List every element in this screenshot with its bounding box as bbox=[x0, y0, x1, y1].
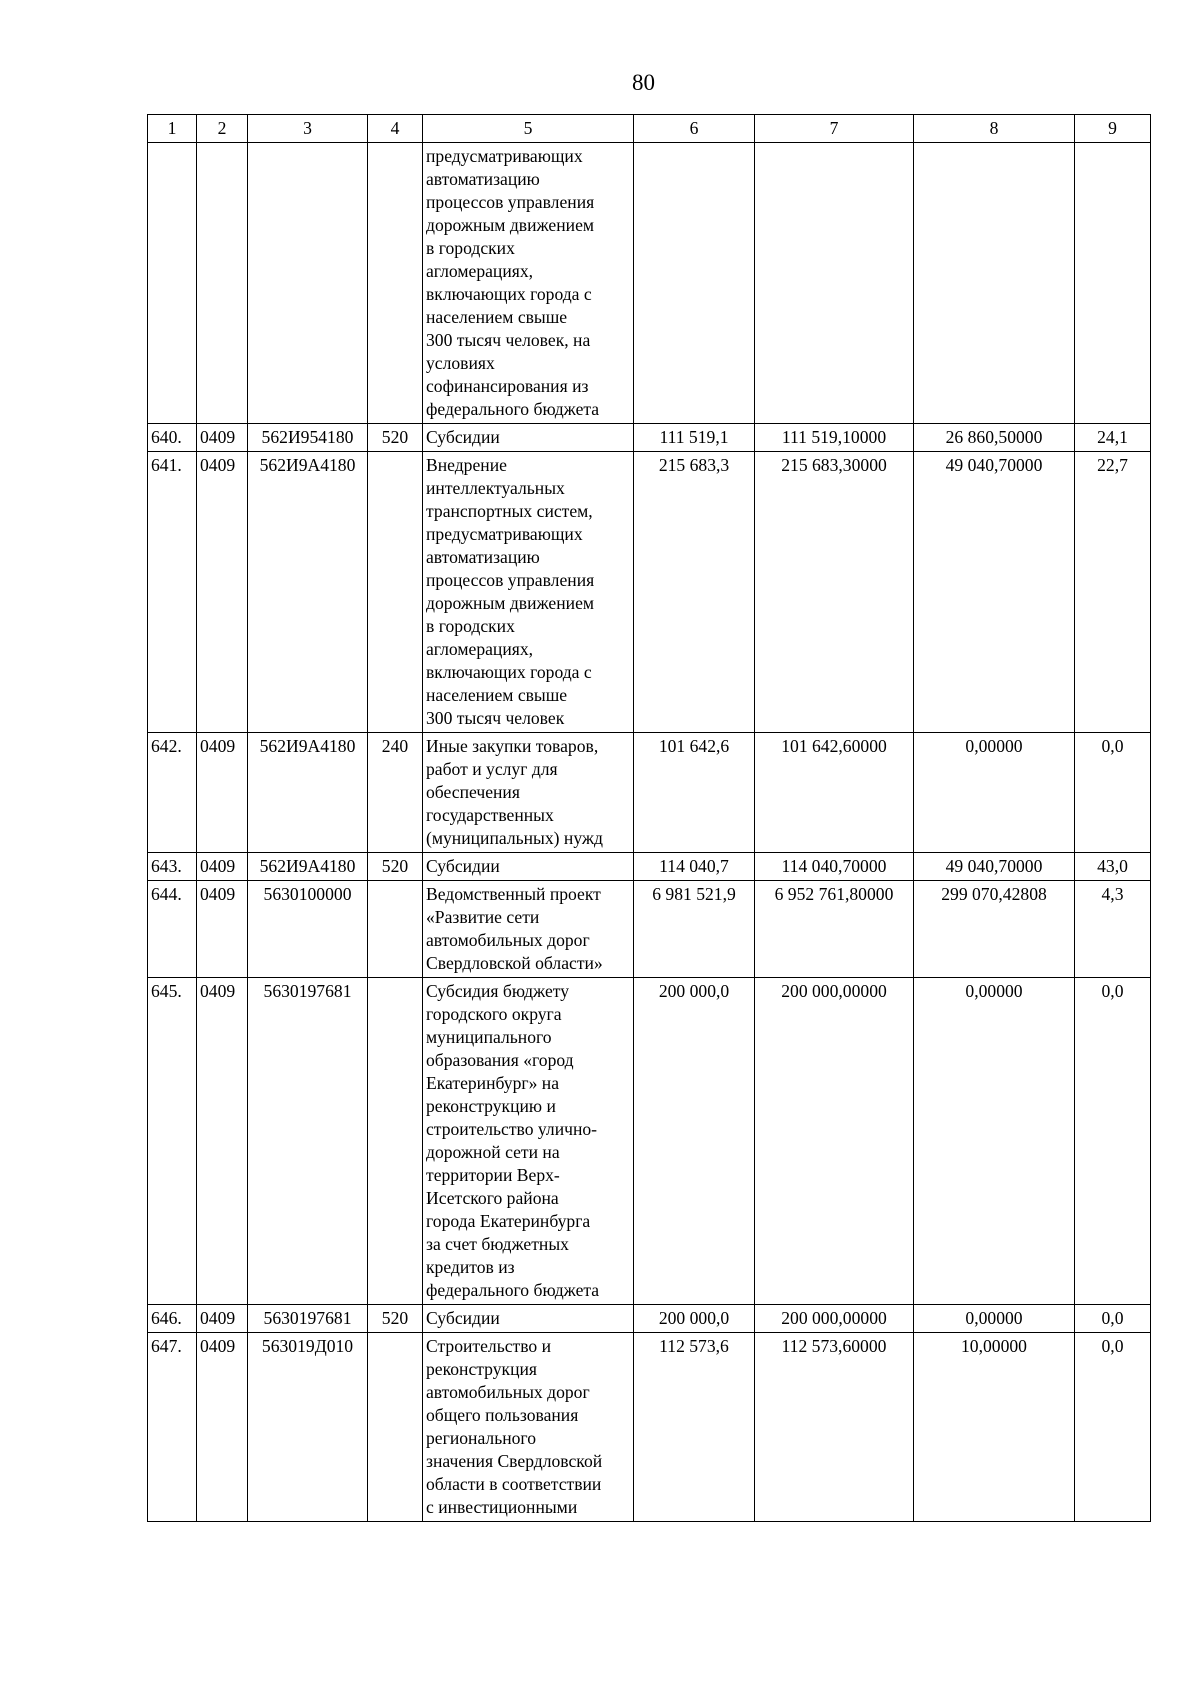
target-article-code: 563019Д010 bbox=[248, 1333, 368, 1522]
row-description: Субсидии bbox=[423, 1305, 634, 1333]
table-row bbox=[148, 1305, 1151, 1333]
row-description: Ведомственный проект «Развитие сети автомобильных дорог Свердловской области» bbox=[423, 881, 634, 978]
amount-col8 bbox=[914, 143, 1075, 424]
row-number bbox=[148, 143, 197, 424]
amount-col8: 49 040,70000 bbox=[914, 853, 1075, 881]
target-article-code: 5630197681 bbox=[248, 978, 368, 1305]
amount-col8: 0,00000 bbox=[914, 733, 1075, 853]
row-number: 644. bbox=[148, 881, 197, 978]
amount-col6: 101 642,6 bbox=[634, 733, 755, 853]
row-number: 641. bbox=[148, 452, 197, 733]
row-number: 643. bbox=[148, 853, 197, 881]
percent-col9: 24,1 bbox=[1075, 424, 1151, 452]
column-header-5: 5 bbox=[423, 115, 634, 143]
section-code: 0409 bbox=[197, 424, 248, 452]
percent-col9: 0,0 bbox=[1075, 978, 1151, 1305]
table-row bbox=[148, 143, 1151, 424]
amount-col8: 49 040,70000 bbox=[914, 452, 1075, 733]
row-number: 645. bbox=[148, 978, 197, 1305]
row-description: Внедрение интеллектуальных транспортных систем, предусматривающих автоматизацию процессов управления дорожным движением в городских агломерациях, включающих города с населением свыше 300 тысяч человек bbox=[423, 452, 634, 733]
column-header-4: 4 bbox=[368, 115, 423, 143]
column-header-3: 3 bbox=[248, 115, 368, 143]
amount-col8: 299 070,42808 bbox=[914, 881, 1075, 978]
expense-type-code: 520 bbox=[368, 424, 423, 452]
amount-col6: 112 573,6 bbox=[634, 1333, 755, 1522]
amount-col6: 200 000,0 bbox=[634, 978, 755, 1305]
row-description: Субсидии bbox=[423, 853, 634, 881]
table-row bbox=[148, 978, 1151, 1305]
amount-col7: 111 519,10000 bbox=[755, 424, 914, 452]
amount-col6 bbox=[634, 143, 755, 424]
table-row bbox=[148, 452, 1151, 733]
amount-col7: 114 040,70000 bbox=[755, 853, 914, 881]
amount-col7 bbox=[755, 143, 914, 424]
column-header-8: 8 bbox=[914, 115, 1075, 143]
page-number: 80 bbox=[632, 70, 655, 95]
expense-type-code: 520 bbox=[368, 1305, 423, 1333]
amount-col6: 215 683,3 bbox=[634, 452, 755, 733]
percent-col9: 43,0 bbox=[1075, 853, 1151, 881]
amount-col7: 200 000,00000 bbox=[755, 1305, 914, 1333]
row-description: Иные закупки товаров, работ и услуг для обеспечения государственных (муниципальных) нужд bbox=[423, 733, 634, 853]
percent-col9 bbox=[1075, 143, 1151, 424]
percent-col9: 0,0 bbox=[1075, 1333, 1151, 1522]
column-header-1: 1 bbox=[148, 115, 197, 143]
row-number: 642. bbox=[148, 733, 197, 853]
expense-type-code bbox=[368, 881, 423, 978]
section-code: 0409 bbox=[197, 1305, 248, 1333]
expense-type-code bbox=[368, 1333, 423, 1522]
amount-col7: 200 000,00000 bbox=[755, 978, 914, 1305]
table-row bbox=[148, 881, 1151, 978]
amount-col8: 0,00000 bbox=[914, 1305, 1075, 1333]
column-header-2: 2 bbox=[197, 115, 248, 143]
target-article-code: 562И9А4180 bbox=[248, 733, 368, 853]
target-article-code: 5630100000 bbox=[248, 881, 368, 978]
percent-col9: 4,3 bbox=[1075, 881, 1151, 978]
target-article-code: 562И9А4180 bbox=[248, 452, 368, 733]
amount-col6: 114 040,7 bbox=[634, 853, 755, 881]
row-description: Строительство и реконструкция автомобильных дорог общего пользования регионального значения Свердловской области в соответствии с инвестиционными bbox=[423, 1333, 634, 1522]
budget-table bbox=[147, 114, 1151, 1522]
row-number: 646. bbox=[148, 1305, 197, 1333]
row-description: Субсидия бюджету городского округа муниципального образования «город Екатеринбург» на реконструкцию и строительство улично- дорожной сети на территории Верх- Исетского района города Екатеринбурга за счет бюджетных кредитов из федерального бюджета bbox=[423, 978, 634, 1305]
amount-col6: 6 981 521,9 bbox=[634, 881, 755, 978]
section-code bbox=[197, 143, 248, 424]
percent-col9: 0,0 bbox=[1075, 1305, 1151, 1333]
section-code: 0409 bbox=[197, 452, 248, 733]
row-number: 647. bbox=[148, 1333, 197, 1522]
section-code: 0409 bbox=[197, 733, 248, 853]
section-code: 0409 bbox=[197, 1333, 248, 1522]
amount-col7: 6 952 761,80000 bbox=[755, 881, 914, 978]
section-code: 0409 bbox=[197, 881, 248, 978]
section-code: 0409 bbox=[197, 853, 248, 881]
section-code: 0409 bbox=[197, 978, 248, 1305]
expense-type-code bbox=[368, 143, 423, 424]
expense-type-code: 520 bbox=[368, 853, 423, 881]
table-row bbox=[148, 733, 1151, 853]
table-row bbox=[148, 853, 1151, 881]
target-article-code: 562И954180 bbox=[248, 424, 368, 452]
column-header-7: 7 bbox=[755, 115, 914, 143]
expense-type-code: 240 bbox=[368, 733, 423, 853]
amount-col6: 111 519,1 bbox=[634, 424, 755, 452]
percent-col9: 0,0 bbox=[1075, 733, 1151, 853]
column-header-6: 6 bbox=[634, 115, 755, 143]
amount-col7: 215 683,30000 bbox=[755, 452, 914, 733]
amount-col6: 200 000,0 bbox=[634, 1305, 755, 1333]
percent-col9: 22,7 bbox=[1075, 452, 1151, 733]
row-description: Субсидии bbox=[423, 424, 634, 452]
amount-col8: 0,00000 bbox=[914, 978, 1075, 1305]
column-header-9: 9 bbox=[1075, 115, 1151, 143]
table-row bbox=[148, 424, 1151, 452]
amount-col8: 26 860,50000 bbox=[914, 424, 1075, 452]
expense-type-code bbox=[368, 452, 423, 733]
row-description: предусматривающих автоматизацию процессов управления дорожным движением в городских агломерациях, включающих города с населением свыше 300 тысяч человек, на условиях софинансирования из федерального бюджета bbox=[423, 143, 634, 424]
amount-col7: 101 642,60000 bbox=[755, 733, 914, 853]
target-article-code bbox=[248, 143, 368, 424]
header-row bbox=[148, 115, 1151, 143]
row-number: 640. bbox=[148, 424, 197, 452]
expense-type-code bbox=[368, 978, 423, 1305]
table-row bbox=[148, 1333, 1151, 1522]
amount-col8: 10,00000 bbox=[914, 1333, 1075, 1522]
target-article-code: 562И9А4180 bbox=[248, 853, 368, 881]
amount-col7: 112 573,60000 bbox=[755, 1333, 914, 1522]
target-article-code: 5630197681 bbox=[248, 1305, 368, 1333]
